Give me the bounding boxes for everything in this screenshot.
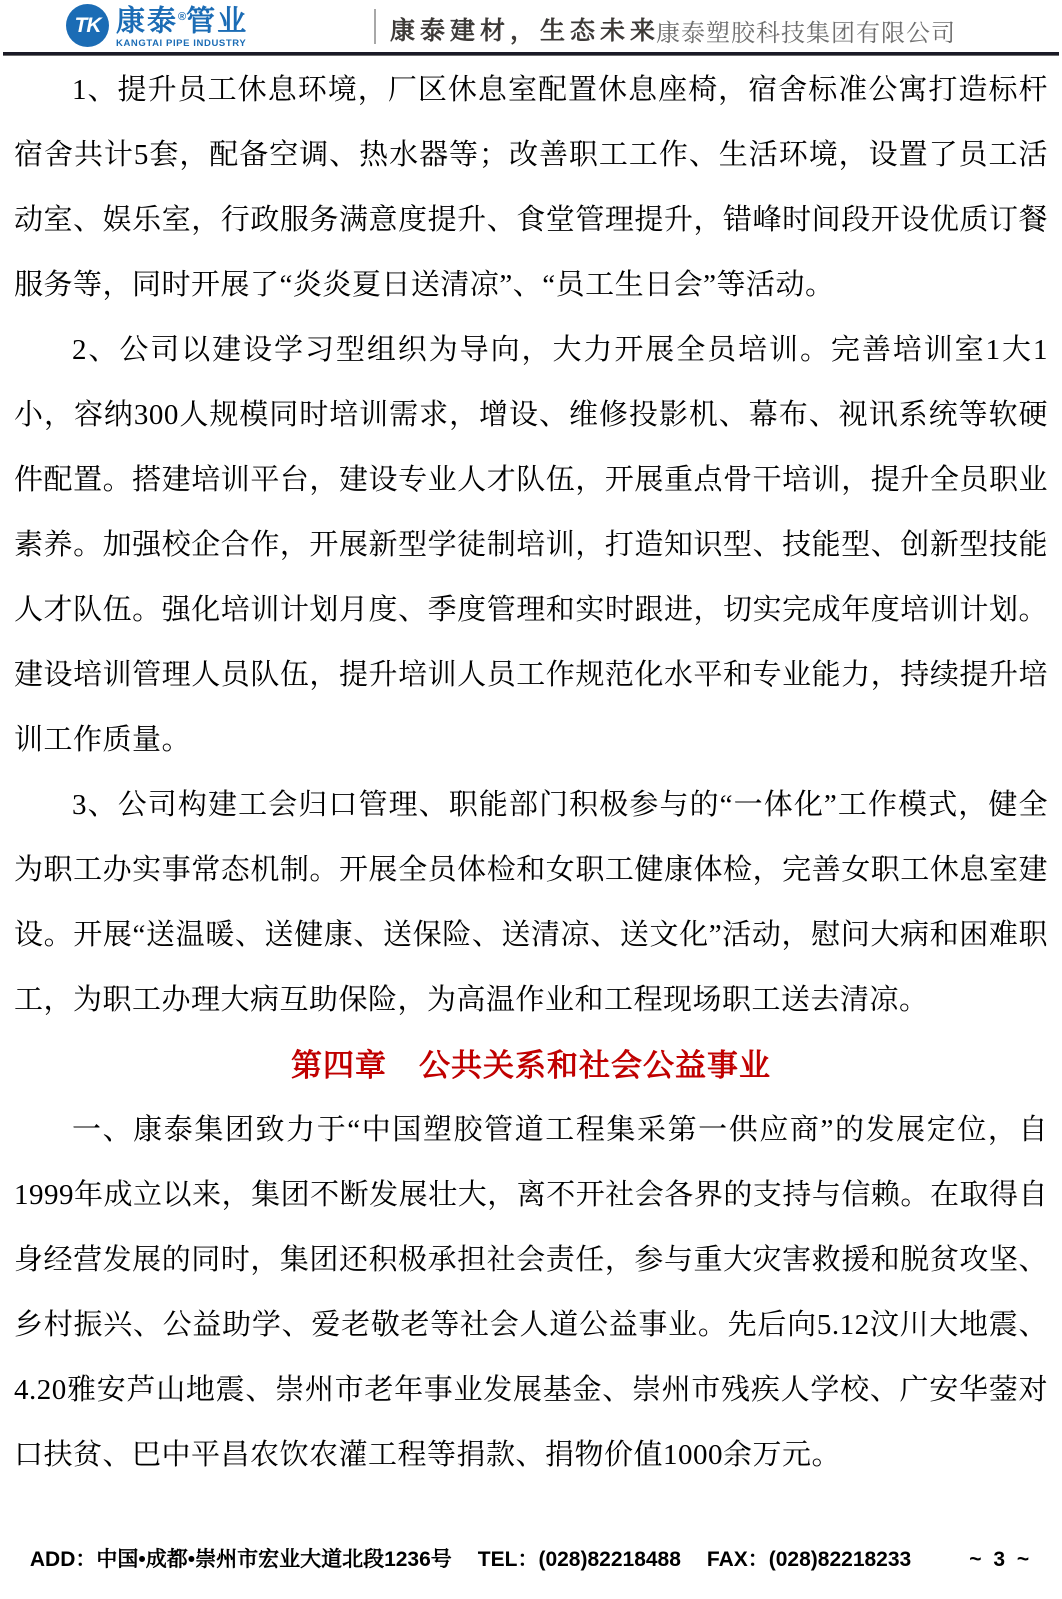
paragraph-training: 2、公司以建设学习型组织为导向，大力开展全员培训。完善培训室1大1小，容纳300人规模同时培训需求，增设、维修投影机、幕布、视讯系统等软硬件配置。搭建培训平台，建设专业人才队伍，开展重点骨干培训，提升全员职业素养。加强校企合作，开展新型学徒制培训，打造知识型、技能型、创新型技能人才队伍。强化培训计划月度、季度管理和实时跟进，切实完成年度培训计划。建设培训管理人员队伍，提升培训人员工作规范化水平和专业能力，持续提升培训工作质量。 <box>14 334 1048 756</box>
logo-tk-monogram-icon <box>66 4 109 47</box>
document-body <box>14 58 1048 1488</box>
logo-brand-cn-part1: 康泰 <box>116 5 179 38</box>
footer-fax: FAX：(028)82218233 <box>706 1548 912 1571</box>
header-tagline: 康泰建材，生态未来 <box>390 17 661 45</box>
footer-address: ADD：中国•成都•崇州市宏业大道北段1236号 <box>29 1548 452 1571</box>
logo-brand-cn-part2: 管业 <box>186 5 249 38</box>
registered-trademark-icon: ® <box>178 11 187 23</box>
logo-brand-chinese <box>116 3 248 37</box>
page-number: ~ 3 ~ <box>969 1548 1033 1571</box>
page-header <box>0 0 1062 52</box>
header-divider <box>374 9 376 44</box>
logo-wordmark <box>116 3 248 49</box>
paragraph-public-welfare: 一、康泰集团致力于“中国塑胶管道工程集采第一供应商”的发展定位，自1999年成立以来，集团不断发展壮大，离不开社会各界的支持与信赖。在取得自身经营发展的同时，集团还积极承担社会责任，参与重大灾害救援和脱贫攻坚、乡村振兴、公益助学、爱老敬老等社会人道公益事业。先后向5.12汶川大地震、4.20雅安芦山地震、崇州市老年事业发展基金、崇州市残疾人学校、广安华蓥对口扶贫、巴中平昌农饮农灌工程等捐款、捐物价值1000余万元。 <box>14 1114 1048 1471</box>
company-logo <box>66 3 248 49</box>
paragraph-union-care: 3、公司构建工会归口管理、职能部门积极参与的“一体化”工作模式，健全为职工办实事常态机制。开展全员体检和女职工健康体检，完善女职工休息室建设。开展“送温暖、送健康、送保险、送清凉、送文化”活动，慰问大病和困难职工，为职工办理大病互助保险，为高温作业和工程现场职工送去清凉。 <box>14 789 1048 1016</box>
logo-monogram-text: TK <box>74 13 101 37</box>
header-company-name: 康泰塑胶科技集团有限公司 <box>656 20 956 47</box>
logo-brand-english: KANGTAI PIPE INDUSTRY <box>116 37 247 49</box>
chapter-heading: 第四章 公共关系和社会公益事业 <box>291 1048 771 1083</box>
footer-tel: TEL：(028)82218488 <box>477 1548 681 1571</box>
paragraph-employee-rest: 1、提升员工休息环境，厂区休息室配置休息座椅，宿舍标准公寓打造标杆宿舍共计5套，配备空调、热水器等；改善职工工作、生活环境，设置了员工活动室、娱乐室，行政服务满意度提升、食堂管理提升，错峰时间段开设优质订餐服务等，同时开展了“炎炎夏日送清凉”、“员工生日会”等活动。 <box>14 74 1048 301</box>
page-footer <box>0 1543 1062 1573</box>
header-rule <box>3 52 1059 56</box>
